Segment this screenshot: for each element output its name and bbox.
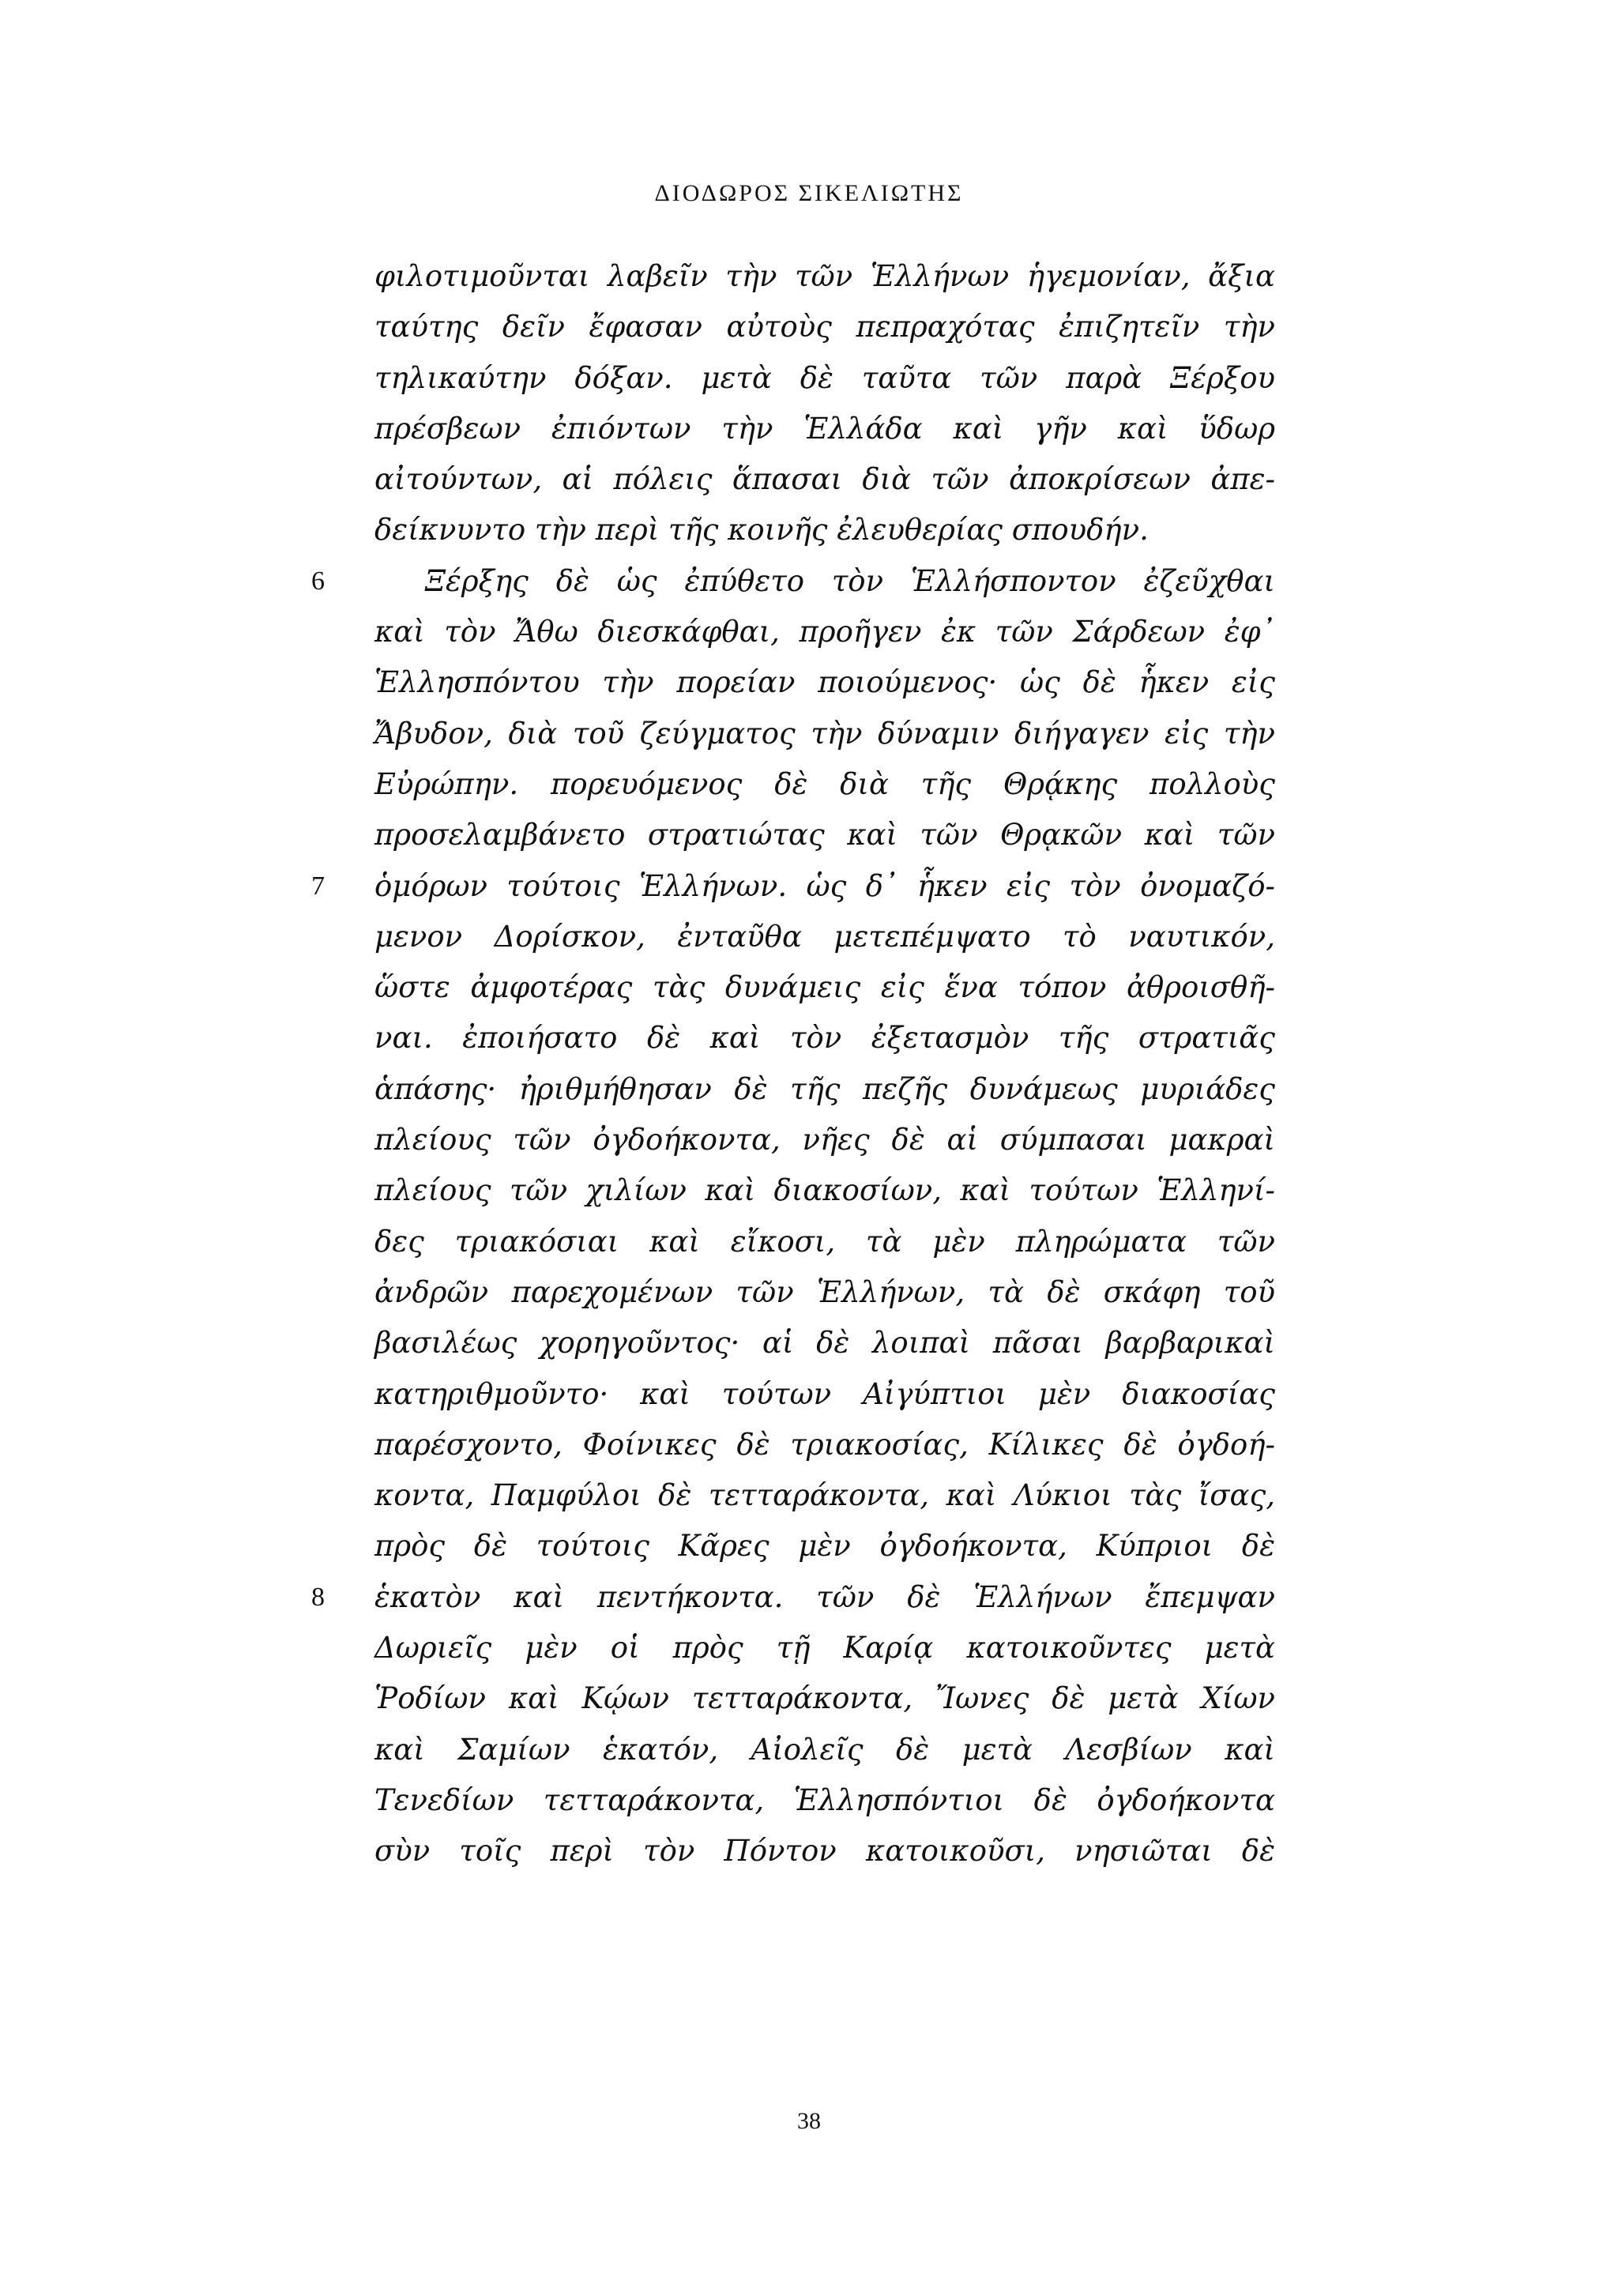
section-number: 6 <box>311 566 325 596</box>
text-line <box>374 1217 1275 1267</box>
text-line <box>374 1470 1275 1521</box>
line-text: πλείους τῶν χιλίων καὶ διακοσίων, καὶ τούτων Ἑλληνί- <box>374 1173 1275 1208</box>
text-line <box>374 1369 1275 1420</box>
line-text: καὶ τὸν Ἄθω διεσκάφθαι, προῆγεν ἐκ τῶν Σάρδεων ἐφ᾽ <box>374 615 1275 649</box>
line-text: καὶ Σαμίων ἑκατόν, Αἰολεῖς δὲ μετὰ Λεσβίων καὶ <box>374 1732 1275 1767</box>
running-head: ΔΙΟΔΩΡΟΣ ΣΙΚΕΛΙΩΤΗΣ <box>654 180 964 206</box>
line-text: κοντα, Παμφύλοι δὲ τετταράκοντα, καὶ Λύκιοι τὰς ἴσας, <box>374 1478 1275 1513</box>
page-number: 38 <box>797 2108 821 2134</box>
text-line <box>374 1623 1275 1673</box>
text-line <box>374 1013 1275 1063</box>
line-text: ἑκατὸν καὶ πεντήκοντα. τῶν δὲ Ἑλλήνων ἔπεμψαν <box>374 1579 1275 1614</box>
text-line <box>374 1775 1275 1826</box>
line-text: Ξέρξης δὲ ὡς ἐπύθετο τὸν Ἑλλήσποντον ἐζεῦχθαι <box>425 563 1275 598</box>
text-line <box>374 1420 1275 1470</box>
text-line <box>374 1725 1275 1775</box>
line-text: Δωριεῖς μὲν οἱ πρὸς τῇ Καρίᾳ κατοικοῦντες μετὰ <box>374 1631 1275 1666</box>
text-line <box>374 810 1275 860</box>
text-line <box>374 302 1275 352</box>
line-text: ναι. ἐποιήσατο δὲ καὶ τὸν ἐξετασμὸν τῆς στρατιᾶς <box>374 1021 1275 1056</box>
line-text: δείκνυντο τὴν περὶ τῆς κοινῆς ἐλευθερίας σπουδήν. <box>374 513 1149 548</box>
line-text: ὥστε ἀμφοτέρας τὰς δυνάμεις εἰς ἕνα τόπον ἀθροισθῆ- <box>374 970 1275 1005</box>
text-line <box>311 1572 1275 1623</box>
line-text: προσελαμβάνετο στρατιώτας καὶ τῶν Θρᾳκῶν καὶ τῶν <box>374 818 1275 853</box>
line-text: βασιλέως χορηγοῦντος· αἱ δὲ λοιπαὶ πᾶσαι βαρβαρικαὶ <box>374 1326 1275 1361</box>
line-text: ἀνδρῶν παρεχομένων τῶν Ἑλλήνων, τὰ δὲ σκάφη τοῦ <box>374 1274 1275 1309</box>
line-text: Ἄβυδον, διὰ τοῦ ζεύγματος τὴν δύναμιν διήγαγεν εἰς τὴν <box>374 716 1275 751</box>
text-line <box>374 657 1275 708</box>
line-text: Ἑλλησπόντου τὴν πορείαν ποιούμενος· ὡς δὲ ἧκεν εἰς <box>374 665 1275 700</box>
text-line <box>374 912 1275 962</box>
text-line <box>374 353 1275 404</box>
line-text: τηλικαύτην δόξαν. μετὰ δὲ ταῦτα τῶν παρὰ Ξέρξου <box>374 360 1275 395</box>
line-text: ταύτης δεῖν ἔφασαν αὐτοὺς πεπραχότας ἐπιζητεῖν τὴν <box>374 310 1275 344</box>
text-line <box>374 759 1275 810</box>
text-line <box>374 1115 1275 1165</box>
line-text: ὁμόρων τούτοις Ἑλλήνων. ὡς δ᾽ ἧκεν εἰς τὸν ὀνομαζό- <box>374 868 1275 903</box>
line-text: πρὸς δὲ τούτοις Κᾶρες μὲν ὀγδοήκοντα, Κύπριοι δὲ <box>374 1529 1275 1564</box>
line-text: δες τριακόσιαι καὶ εἴκοσι, τὰ μὲν πληρώματα τῶν <box>374 1224 1275 1259</box>
text-line <box>374 454 1275 505</box>
line-text: αἰτούντων, αἱ πόλεις ἅπασαι διὰ τῶν ἀποκρίσεων ἀπε- <box>374 462 1275 497</box>
text-line <box>374 1318 1275 1368</box>
text-line <box>374 251 1275 302</box>
text-line <box>374 1165 1275 1216</box>
text-line <box>374 1521 1275 1571</box>
text-line <box>374 1673 1275 1724</box>
line-text: Εὐρώπην. πορευόμενος δὲ διὰ τῆς Θρᾴκης πολλοὺς <box>374 766 1275 801</box>
line-text: σὺν τοῖς περὶ τὸν Πόντον κατοικοῦσι, νησιῶται δὲ <box>374 1834 1275 1869</box>
line-text: παρέσχοντο, Φοίνικες δὲ τριακοσίας, Κίλικες δὲ ὀγδοή- <box>374 1427 1275 1462</box>
line-text: φιλοτιμοῦνται λαβεῖν τὴν τῶν Ἑλλήνων ἡγεμονίαν, ἄξια <box>374 259 1275 293</box>
line-text: ἁπάσης· ἠριθμήθησαν δὲ τῆς πεζῆς δυνάμεως μυριάδες <box>374 1071 1275 1106</box>
text-line <box>374 962 1275 1013</box>
line-text: Ῥοδίων καὶ Κῴων τετταράκοντα, Ἴωνες δὲ μετὰ Χίων <box>374 1681 1275 1716</box>
text-line <box>311 556 1275 607</box>
text-line <box>374 1826 1275 1876</box>
line-text: Τενεδίων τετταράκοντα, Ἑλλησπόντιοι δὲ ὀγδοήκοντα <box>374 1782 1275 1817</box>
text-line <box>311 861 1275 912</box>
line-text: μενον Δορίσκον, ἐνταῦθα μετεπέμψατο τὸ ναυτικόν, <box>374 919 1275 954</box>
text-line <box>374 1267 1275 1318</box>
text-line <box>374 607 1275 657</box>
text-body <box>311 251 1275 1877</box>
line-text: πρέσβεων ἐπιόντων τὴν Ἑλλάδα καὶ γῆν καὶ ὕδωρ <box>374 411 1275 446</box>
line-text: κατηριθμοῦντο· καὶ τούτων Αἰγύπτιοι μὲν διακοσίας <box>374 1376 1275 1411</box>
section-number: 8 <box>311 1582 325 1612</box>
text-line <box>374 1064 1275 1115</box>
line-text: πλείους τῶν ὀγδοήκοντα, νῆες δὲ αἱ σύμπασαι μακραὶ <box>374 1123 1275 1157</box>
text-line <box>374 709 1275 759</box>
text-line <box>374 505 1275 555</box>
text-line <box>374 404 1275 454</box>
section-number: 7 <box>311 871 325 901</box>
